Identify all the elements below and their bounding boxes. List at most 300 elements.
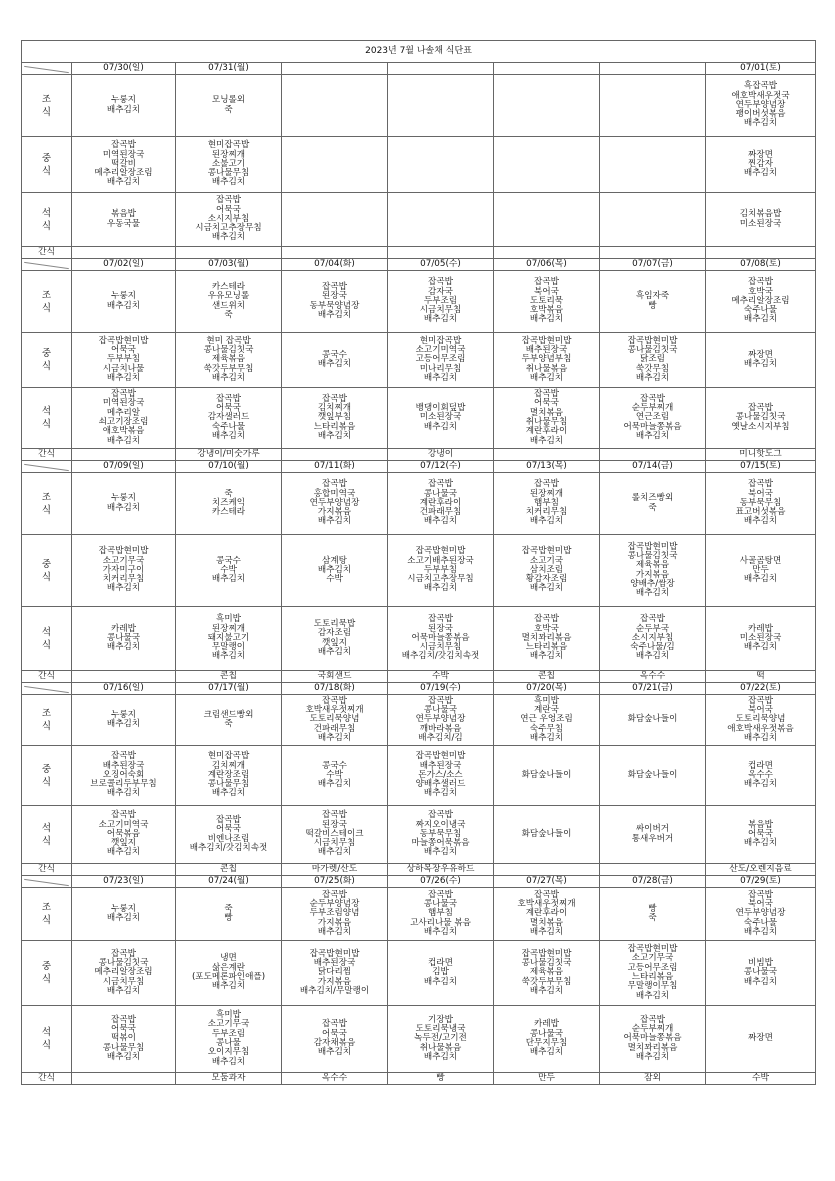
menu-item: 어묵국 [216,403,241,414]
menu-cell [282,473,388,535]
menu-item: 단무지무침 [525,1038,568,1048]
menu-item: 도토리묵냉국 [415,1024,466,1035]
menu-item: 빵 [648,903,657,914]
menu-item: 잡곡밥 [748,889,773,900]
menu-item: 누룽지 [111,95,136,106]
menu-item: 잡곡밥 [640,1014,665,1025]
menu-item: 북어국 [748,488,773,499]
menu-item: 순두부국 [635,623,670,634]
menu-item: 흑미밥 [534,695,559,706]
menu-cell [706,535,816,607]
menu-item: 짜장면 [748,349,773,360]
label-char: 중 [41,558,52,570]
date-cell: 07/25(화) [282,876,388,888]
label-char: 식 [41,165,52,177]
menu-item: 잡곡밥 [322,479,347,490]
menu-item: 배추김치 [317,646,352,657]
menu-item: 양배추샐러드 [415,779,466,790]
menu-item: 배추김치 [106,847,141,858]
menu-item: 배추김치 [529,651,564,662]
menu-item: 배추김치 [106,583,141,594]
menu-item: 잡곡밥 [111,1014,136,1025]
menu-cell [176,535,282,607]
menu-item: 잡곡밥현미밥 [98,335,149,346]
menu-cell [706,806,816,864]
menu-item: 가지볶음 [317,507,352,518]
menu-cell [600,271,706,333]
menu-item: 배추김치 [211,981,246,992]
menu-item: 배추김치 [423,976,458,987]
dinner-label [22,193,72,247]
menu-item: 흑미밥 [216,614,241,625]
menu-item: 미소된장국 [419,412,462,423]
menu-item: 어묵마늘쫑볶음 [623,421,682,432]
breakfast-row [22,695,816,746]
menu-cell [176,941,282,1006]
menu-item: 배추김치 [635,430,670,441]
menu-item: 죽 [224,309,233,320]
menu-cell [176,695,282,746]
menu-cell [388,473,494,535]
menu-cell [388,746,494,806]
menu-item: 계란후라이 [525,426,568,437]
menu-item: 콩국수 [322,760,347,771]
date-cell: 07/01(토) [706,63,816,75]
menu-item: 마늘쫑어묵볶음 [411,838,470,849]
menu-item: 가자미구이 [102,564,145,575]
menu-item: 볶음밥 [111,209,136,220]
menu-item: 김치찌개 [211,760,246,771]
menu-cell [388,806,494,864]
menu-item: 현미 잡곡밥 [206,335,251,346]
menu-item: 잡곡밥 [322,1019,347,1030]
label-char: 중 [41,348,52,359]
menu-cell [494,473,600,535]
menu-item: 배추된장국 [313,958,356,969]
lunch-label [22,137,72,193]
menu-item: 감자조림 [317,628,352,639]
date-cell: 07/04(화) [282,259,388,271]
menu-item: 배추김치 [743,976,778,987]
menu-item: 배추김치 [529,732,564,743]
menu-item: 수박 [326,769,343,780]
menu-item: 죽 [648,913,657,923]
label-char: 식 [41,776,52,788]
menu-item: 감자채볶음 [313,1038,356,1048]
menu-item: 시금치고추장무침 [195,223,262,234]
menu-item: 배추김치 [317,779,352,790]
snack-label: 간식 [22,247,72,259]
menu-item: 연두부양념장 [735,99,786,110]
menu-item: 김치볶음밥 [739,209,782,220]
menu-cell [282,695,388,746]
menu-item: 멸치볶음 [529,917,564,928]
label-char: 석 [41,207,52,219]
menu-cell [494,746,600,806]
menu-item: 잡곡밥 [534,889,559,900]
menu-item: 배추김치 [317,564,352,575]
menu-item: 잡곡밥 [111,948,136,959]
dinner-row [22,806,816,864]
menu-item: 콩나물김칫국 [627,550,678,561]
breakfast-label [22,695,72,746]
menu-item: 애호박새우젓볶음 [727,723,794,734]
menu-item: 햄부침 [534,497,559,508]
menu-item: 소불고기 [211,158,246,169]
dinner-row [22,388,816,449]
snack-cell [72,864,176,876]
menu-item: 배추김치 [743,168,778,179]
menu-item: 계란장조림 [207,769,250,780]
menu-item: 배추김치 [743,118,778,129]
menu-item: 잡곡밥현미밥 [98,546,149,557]
menu-cell [72,806,176,864]
menu-item: 동부묵무침 [419,828,462,839]
menu-cell [706,193,816,247]
menu-cell [706,137,816,193]
menu-item: 감자샐러드 [207,412,250,423]
snack-cell: 미니핫도그 [706,449,816,461]
menu-cell [72,75,176,137]
snack-cell [72,1073,176,1085]
menu-item: 깻잎지 [322,637,347,648]
menu-item: 가지볶음 [317,917,352,928]
menu-item: 배추김치 [317,309,352,320]
menu-cell [72,271,176,333]
menu-item: 콩나물국 [423,488,458,499]
menu-item: 어묵국 [534,398,559,409]
menu-item: 카레밥 [111,623,136,634]
dinner-row [22,1006,816,1073]
menu-item: 브로콜리두부무침 [90,779,157,790]
menu-item: 카레밥 [534,1019,559,1030]
menu-item: 치즈케익 [211,497,246,508]
menu-cell [176,137,282,193]
lunch-label [22,746,72,806]
snack-cell: 콘칩 [176,671,282,683]
menu-item: 배추김치 [529,372,564,383]
snack-cell [494,864,600,876]
menu-item: 도토리묵 [529,295,564,306]
date-cell: 07/15(토) [706,461,816,473]
menu-item: 잡곡밥현미밥 [627,335,678,346]
breakfast-row [22,75,816,137]
menu-cell [176,193,282,247]
menu-item: 깻잎부침 [317,412,352,423]
menu-item: 메추리알장조림 [731,295,790,306]
menu-item: 잡곡밥 [428,277,453,288]
menu-item: 고등어무조림 [415,354,466,365]
label-char: 조 [41,491,52,503]
menu-item: 콩나물국 [423,899,458,910]
menu-cell [72,535,176,607]
menu-item: 누룽지 [111,291,136,302]
menu-cell [388,388,494,449]
breakfast-label [22,75,72,137]
menu-item: 치커리무침 [525,507,568,518]
menu-item: 애호박새우젓국 [731,90,790,101]
menu-item: 배추김치 [211,232,246,243]
menu-item: 애호박볶음 [102,426,145,437]
date-row [22,259,816,271]
menu-cell [282,137,388,193]
menu-item: 냉면 [220,953,237,964]
menu-item: 배추김치 [529,314,564,325]
menu-item: 배추김치 [635,588,670,599]
menu-cell [494,75,600,137]
menu-cell [282,388,388,449]
menu-cell [600,607,706,671]
label-char: 조 [41,93,52,105]
menu-item: 깨바라볶음 [419,723,462,734]
menu-cell [706,473,816,535]
menu-item: 배추김치 [106,788,141,799]
menu-item: 어묵국 [322,1028,347,1039]
menu-item: 배추된장국 [419,760,462,771]
lunch-row [22,941,816,1006]
menu-item: 잡곡밥 [748,695,773,706]
menu-item: 배추김치 [211,651,246,662]
menu-item: 배추김치 [743,359,778,369]
menu-cell [282,746,388,806]
snack-cell [494,247,600,259]
menu-item: 콩나물김칫국 [627,345,678,356]
date-cell: 07/22(토) [706,683,816,695]
menu-item: 배추김치 [423,926,458,937]
menu-item: 잡곡밥 [111,389,136,400]
menu-item: 배추김치 [317,732,352,743]
menu-item: 소시지부침 [207,213,250,224]
snack-cell: 만두 [494,1073,600,1085]
menu-item: 가지볶음 [635,569,670,580]
menu-item: 배추김치 [743,779,778,790]
menu-item: 콩나물무침 [207,168,250,179]
menu-cell [706,75,816,137]
menu-item: 잡곡밥 [322,393,347,404]
menu-item: 배추김치 [423,1051,458,1062]
menu-cell [600,888,706,941]
menu-cell [494,888,600,941]
menu-item: 만두 [752,564,769,575]
snack-cell [72,247,176,259]
menu-cell [494,806,600,864]
menu-item: 배추김치 [743,574,778,585]
menu-item: 싸이버거 [635,824,670,835]
menu-cell [72,473,176,535]
menu-item: 햄부침 [428,908,453,919]
menu-item: 멸치꽈리볶음 [521,632,572,643]
menu-cell [494,1006,600,1073]
menu-item: 미나리무침 [419,363,462,374]
snack-label: 간식 [22,671,72,683]
menu-item: 콩나물국 [106,632,141,643]
menu-item: 배추김치 [106,719,141,729]
menu-item: 콩나물김칫국 [203,345,254,356]
menu-item: 잡곡밥 [428,479,453,490]
menu-item: 배추김치 [317,430,352,441]
snack-cell: 모둠과자 [176,1073,282,1085]
menu-cell [494,607,600,671]
menu-item: 수박 [220,564,237,575]
menu-item: 오징어숙회 [102,769,145,780]
menu-item: 소고기무국 [207,1019,250,1030]
menu-item: 배추김치 [743,838,778,849]
menu-item: 흑잡곡밥 [743,81,778,92]
menu-item: 멸치볶음 [529,407,564,418]
menu-item: 제육볶음 [529,967,564,978]
menu-item: 콩나물무침 [207,779,250,790]
label-char: 식 [41,974,52,985]
lunch-label [22,535,72,607]
menu-item: 메추리알 [106,407,141,418]
menu-item: 두부조림 [423,295,458,306]
menu-item: 잡곡밥현미밥 [521,335,572,346]
menu-cell [706,271,816,333]
menu-item: 잡곡밥현미밥 [415,546,466,557]
label-char: 식 [41,835,52,847]
snack-row [22,449,816,461]
menu-item: 잡곡밥 [748,479,773,490]
menu-item: 소고기배추된장국 [407,555,474,566]
menu-item: 도토리묵양념 [309,714,360,725]
menu-item: 된장국 [322,819,347,830]
date-cell: 07/03(월) [176,259,282,271]
label-char: 석 [41,1027,52,1038]
snack-row [22,1073,816,1085]
snack-cell [494,449,600,461]
menu-item: 잡곡밥현미밥 [521,948,572,959]
menu-cell [282,941,388,1006]
menu-item: 취나물볶음 [419,1042,462,1053]
menu-item: 현미잡곡밥 [207,140,250,151]
menu-item: 멸치꽈리볶음 [627,1042,678,1053]
snack-cell: 강냉이 [388,449,494,461]
menu-cell [72,888,176,941]
menu-item: 잡곡밥 [534,277,559,288]
menu-item: 배추김치 [743,314,778,325]
date-cell: 07/19(수) [388,683,494,695]
date-cell: 07/27(목) [494,876,600,888]
snack-cell: 산도/오렌지음료 [706,864,816,876]
date-row [22,876,816,888]
menu-item: 배추김치 [317,516,352,527]
menu-cell [176,888,282,941]
date-cell [388,63,494,75]
lunch-row [22,333,816,388]
date-row [22,461,816,473]
menu-item: 잡곡밥 [534,479,559,490]
menu-item: 제육볶음 [211,354,246,365]
menu-item: 배추김치 [423,372,458,383]
corner-cell [22,683,72,695]
menu-item: 배추김치 [211,372,246,383]
menu-item: 숙주나물 [743,917,778,928]
menu-cell [72,333,176,388]
menu-cell [600,333,706,388]
menu-item: 삼치조림 [529,564,564,575]
menu-item: 어묵국 [216,824,241,835]
date-cell: 07/14(금) [600,461,706,473]
date-cell: 07/28(금) [600,876,706,888]
date-cell: 07/08(토) [706,259,816,271]
menu-item: 소고기미역국 [98,819,149,830]
menu-item: 배추김치 [635,372,670,383]
menu-cell [72,388,176,449]
menu-item: 배추김치 [529,516,564,527]
menu-item: 배추김치 [211,430,246,441]
corner-cell [22,63,72,75]
menu-item: 잡곡밥 [111,140,136,151]
menu-item: 배추김치 [317,847,352,858]
menu-cell [494,941,600,1006]
menu-cell [706,941,816,1006]
menu-item: 배추김치 [106,300,141,311]
date-cell: 07/09(일) [72,461,176,473]
menu-item: 북어국 [534,286,559,297]
menu-item: 북어국 [748,705,773,716]
menu-cell [706,388,816,449]
menu-item: 배추김치 [211,788,246,799]
menu-item: 볶음밥 [748,819,773,830]
menu-item: 돼지불고기 [207,632,250,643]
menu-item: 짜지오이냉국 [415,819,466,830]
menu-item: 동부묵무침 [739,497,782,508]
menu-item: 느타리볶음 [525,642,568,653]
menu-item: 배추김치 [106,104,141,115]
menu-item: 배추김치 [423,847,458,858]
date-cell: 07/20(목) [494,683,600,695]
menu-item: 배추김치 [106,1051,141,1062]
menu-item: 호박국 [534,623,559,634]
menu-cell [72,193,176,247]
label-char: 석 [41,626,52,638]
menu-item: 된장국 [428,623,453,634]
menu-item: 우동국물 [106,218,141,229]
menu-item: 배추김치/갓김치속젓 [189,842,268,853]
menu-item: 배추김치 [317,1047,352,1058]
menu-item: 화담숲나들이 [627,714,678,725]
menu-item: 소고기미역국 [415,345,466,356]
menu-item: 배추김치 [529,926,564,937]
menu-item: 치커리무침 [102,574,145,585]
menu-item: 감자국 [428,286,453,297]
menu-item: 잡곡밥현미밥 [521,546,572,557]
label-char: 식 [41,220,52,232]
menu-cell [600,535,706,607]
menu-cell [706,888,816,941]
menu-item: 흑임자죽 [635,291,670,302]
snack-cell: 콘칩 [494,671,600,683]
menu-item: 콩국수 [322,349,347,360]
menu-item: 배추김치 [211,574,246,585]
menu-item: 화담숲나들이 [627,769,678,780]
menu-item: 배추김치/무말랭이 [299,985,370,996]
menu-item: 숙주나물 [743,305,778,316]
date-cell: 07/12(수) [388,461,494,473]
menu-item: 배추김치 [529,583,564,594]
menu-item: 현미잡곡밥 [419,335,462,346]
menu-item: 통새우버거 [631,833,674,844]
date-cell: 07/07(금) [600,259,706,271]
label-char: 조 [41,289,52,301]
menu-item: 시금치무침 [102,976,145,987]
menu-item: 잡곡밥 [322,695,347,706]
label-char: 석 [41,822,52,834]
menu-item: 배추김치 [423,788,458,799]
menu-item: 소시지부침 [631,632,674,643]
breakfast-row [22,888,816,941]
menu-cell [706,746,816,806]
